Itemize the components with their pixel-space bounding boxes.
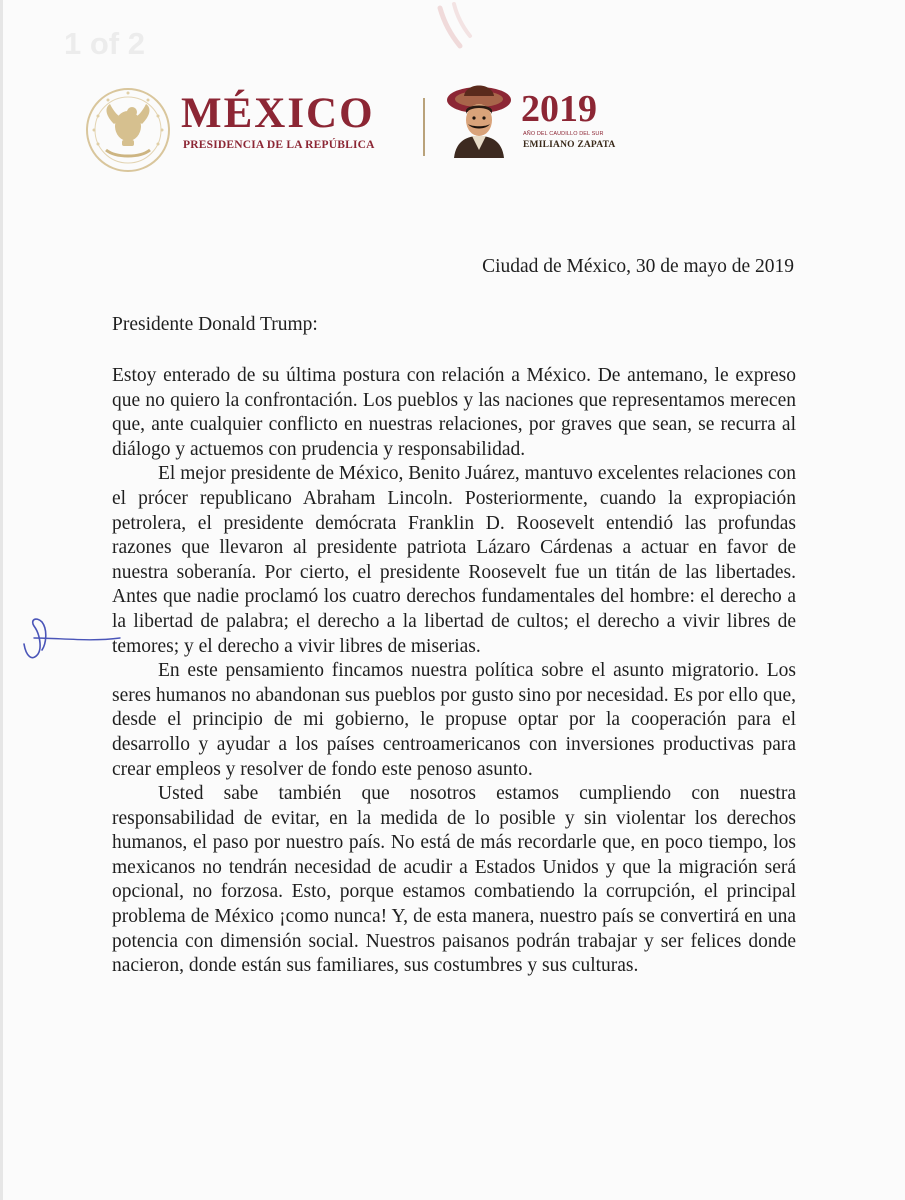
- header-divider: [423, 98, 425, 156]
- letter-date: Ciudad de México, 30 de mayo de 2019: [482, 256, 794, 277]
- page-edge-shadow: [0, 0, 3, 1200]
- office-name: PRESIDENCIA DE LA REPÚBLICA: [183, 139, 375, 151]
- national-seal-icon: [84, 86, 172, 174]
- page-counter: 1 of 2: [64, 26, 145, 61]
- paragraph-4: Usted sabe también que nosotros estamos cumpliendo con nuestra responsabilidad de evitar, en la medida de lo posible y sin violentar los derechos humanos, el paso por nuestro país. No está de más recordarle que, en poco tiempo, los mexicanos no tendrán necesidad de acudir a Estados Unidos y que la migración será opcional, no forzosa. Esto, porque estamos combatiendo la corrupción, el principal problema de México ¡como nunca! Y, de esta manera, nuestro país se convertirá en una potencia con dimensión social. Nuestros paisanos podrán trabajar y ser felices donde nacieron, donde están sus familiares, sus costumbres y sus culturas.: [112, 783, 796, 977]
- letter-body: [112, 364, 796, 979]
- handwritten-initial-icon: [20, 604, 125, 666]
- commemorative-name: EMILIANO ZAPATA: [523, 140, 616, 150]
- zapata-portrait-icon: [446, 80, 512, 158]
- letter-salutation: Presidente Donald Trump:: [112, 314, 318, 335]
- scan-mark-icon: [430, 0, 480, 52]
- country-wordmark: MÉXICO: [181, 90, 375, 137]
- letterhead: [80, 80, 640, 180]
- paragraph-2: El mejor presidente de México, Benito Juárez, mantuvo excelentes relaciones con el prócer republicano Abraham Lincoln. Posteriormente, cuando la expropiación petrolera, el presidente demócrata Franklin D. Roosevelt entendió las profundas razones que llevaron al presidente patriota Lázaro Cárdenas a actuar en favor de nuestra soberanía. Por cierto, el presidente Roosevelt fue un titán de las libertades. Antes que nadie proclamó los cuatro derechos fundamentales del hombre: el derecho a la libertad de palabra; el derecho a la libertad de cultos; el derecho a vivir libres de temores; y el derecho a vivir libres de miserias.: [112, 463, 796, 657]
- commemorative-caption: AÑO DEL CAUDILLO DEL SUR: [523, 131, 604, 137]
- commemorative-year: 2019: [521, 88, 597, 130]
- paragraph-1: Estoy enterado de su última postura con relación a México. De antemano, le expreso que no quiero la confrontación. Los pueblos y las naciones que representamos merecen que, ante cualquier conflicto en nuestras relaciones, por graves que sean, se recurra al diálogo y actuemos con prudencia y responsabilidad.: [112, 365, 796, 460]
- paragraph-3: En este pensamiento fincamos nuestra política sobre el asunto migratorio. Los seres humanos no abandonan sus pueblos por gusto sino por necesidad. Es por ello que, desde el principio de mi gobierno, le propuse optar por la cooperación para el desarrollo y ayudar a los países centroamericanos con inversiones productivas para crear empleos y resolver de fondo este penoso asunto.: [112, 660, 796, 780]
